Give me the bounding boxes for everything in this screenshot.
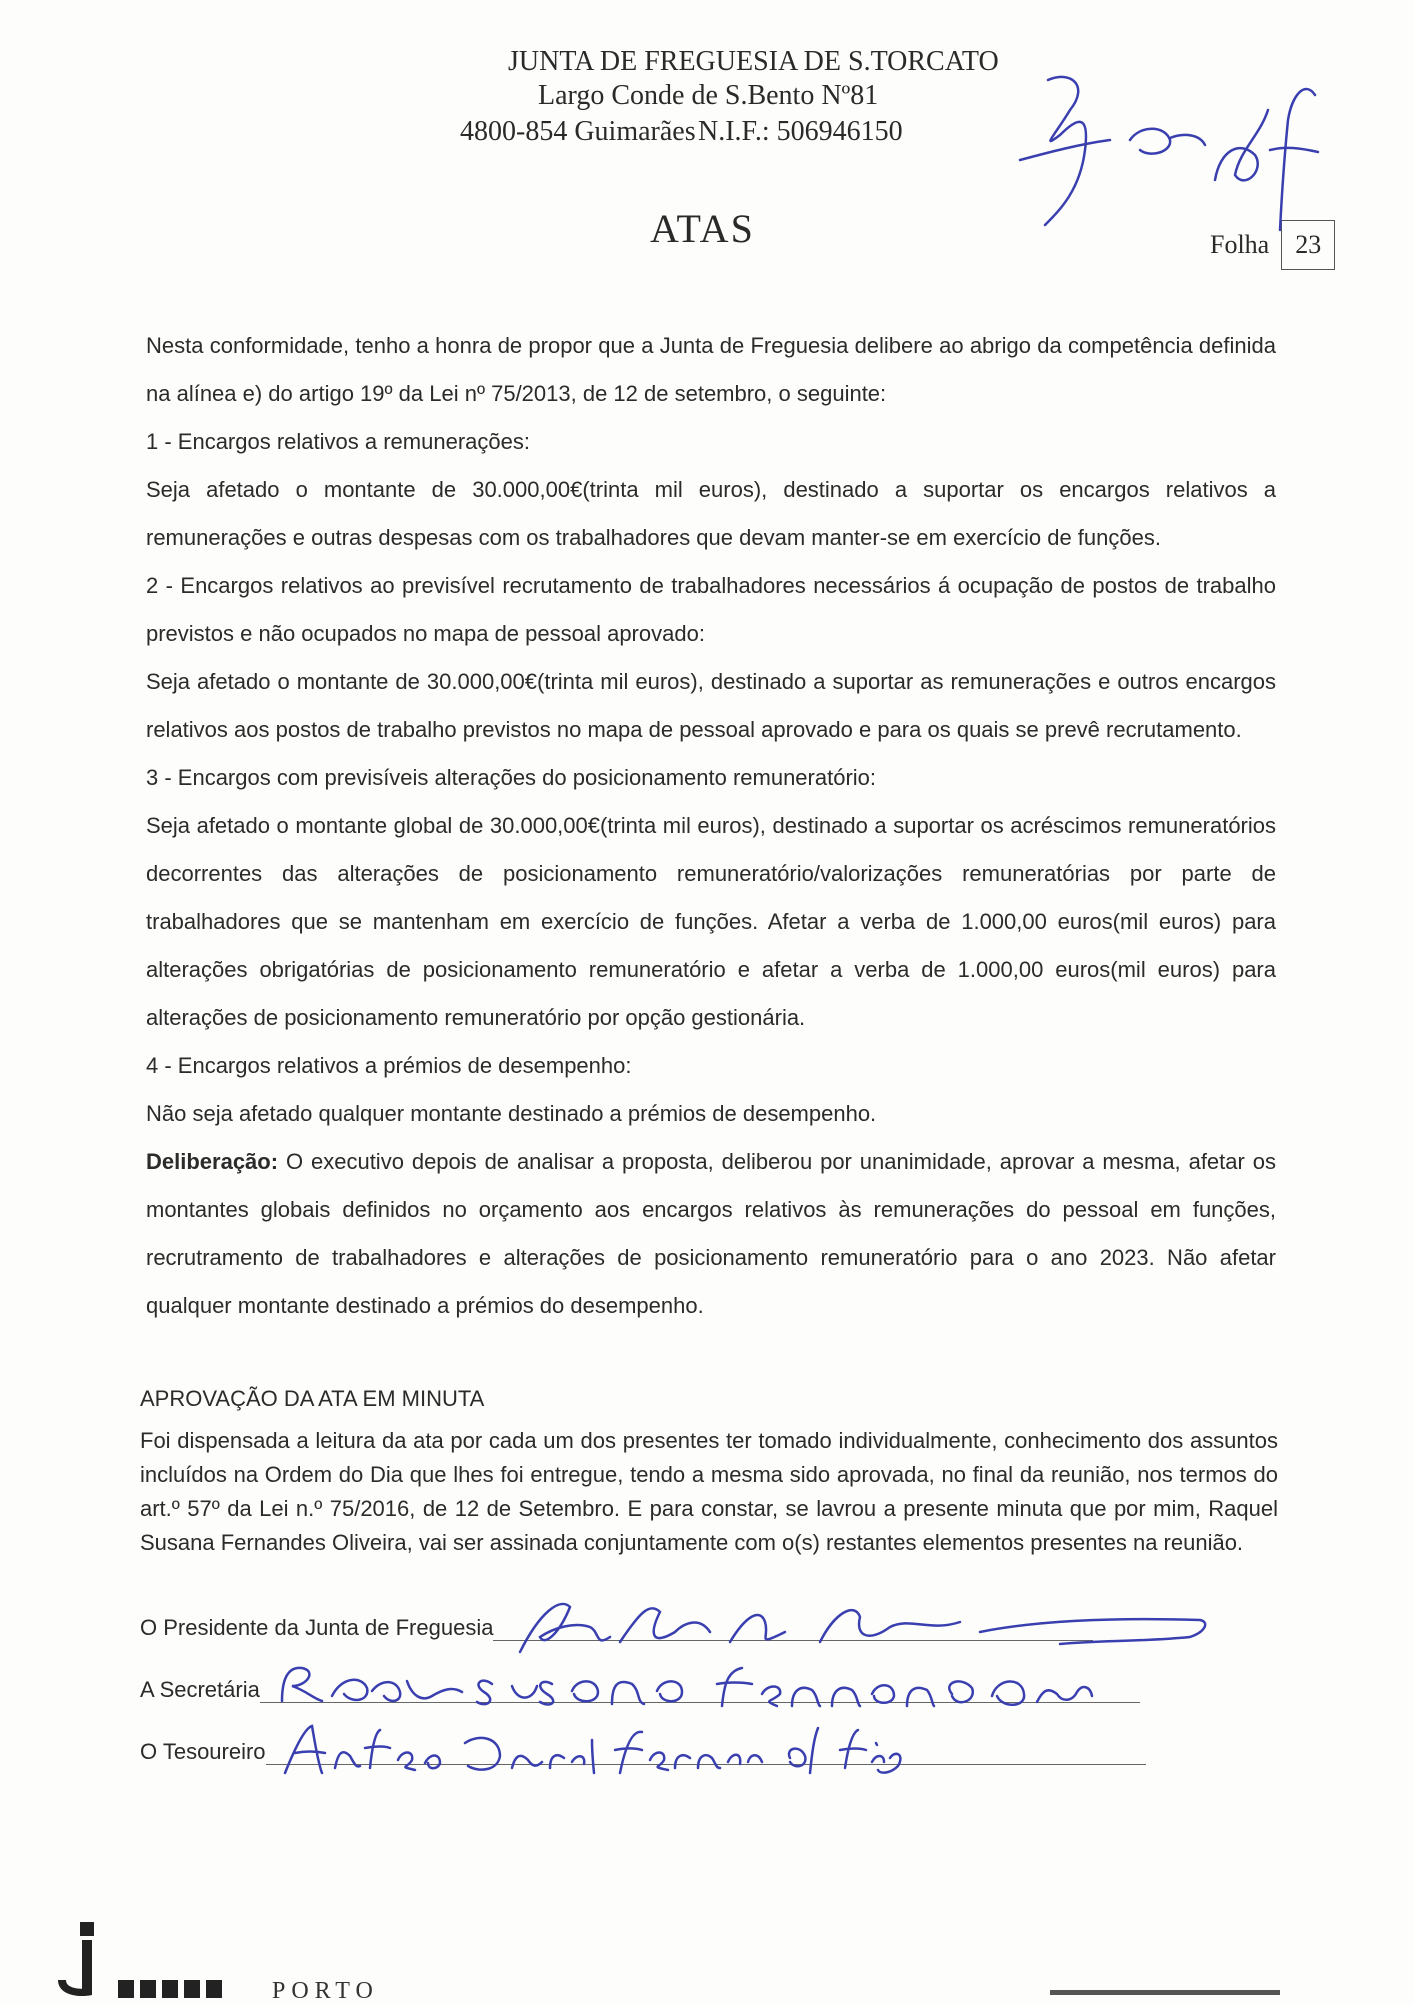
- minutes-body: [146, 322, 1276, 1330]
- item3-title: 3 - Encargos com previsíveis alterações do posicionamento remuneratório:: [146, 765, 877, 790]
- page-title: ATAS: [650, 206, 755, 251]
- deliberation-text: O executivo depois de analisar a proposta, deliberou por unanimidade, aprovar a mesma, afetar os montantes globais definidos no orçamento aos encargos relativos às remunerações do pessoal em funções, recrutramento de trabalhadores e alterações de posicionamento remuneratório para o ano 2023. Não afetar qualquer montante destinado a prémios do desempenho.: [146, 1149, 1276, 1318]
- item3-text: Seja afetado o montante global de 30.000,00€(trinta mil euros), destinado a suportar os acréscimos remuneratórios decorrentes das alterações de posicionamento remuneratório/valorizações remuneratórias por parte de trabalhadores que se mantenham em exercício de funções. Afetar a verba de 1.000,00 euros(mil euros) para alterações obrigatórias de posicionamento remuneratório e afetar a verba de 1.000,00 euros(mil euros) para alterações de posicionamento remuneratório por opção gestionária.: [146, 813, 1276, 1030]
- deliberation-paragraph: [146, 1138, 1276, 1330]
- org-address: Largo Conde de S.Bento Nº81: [538, 80, 879, 111]
- approval-title: APROVAÇÃO DA ATA EM MINUTA: [140, 1386, 485, 1411]
- org-city: 4800-854 Guimarães: [460, 116, 696, 147]
- approval-text: Foi dispensada a leitura da ata por cada um dos presentes ter tomado individualmente, conhecimento dos assuntos incluídos na Ordem do Dia que lhes foi entregue, tendo a mesma sido aprovada, no final da reunião, nos termos do art.º 57º da Lei n.º 75/2016, de 12 de Setembro. E para constar, se lavrou a presente minuta que por mim, Raquel Susana Fernandes Oliveira, vai ser assinada conjuntamente com o(s) restantes elementos presentes na reunião.: [140, 1428, 1278, 1555]
- item2-text: Seja afetado o montante de 30.000,00€(trinta mil euros), destinado a suportar as remunerações e outros encargos relativos aos postos de trabalho previstos no mapa de pessoal aprovado e para os quais se prevê recrutamento.: [146, 669, 1276, 742]
- item4-title: 4 - Encargos relativos a prémios de desempenho:: [146, 1053, 632, 1078]
- treasurer-label: O Tesoureiro: [140, 1739, 266, 1764]
- approval-section: [140, 1382, 1278, 1560]
- rubric-signatures: [1000, 40, 1340, 240]
- sheet-label: Folha: [1210, 230, 1270, 259]
- footer-logo: [48, 1920, 268, 2000]
- sheet-number-box: 23: [1281, 220, 1335, 270]
- deliberation-label: Deliberação:: [146, 1149, 279, 1174]
- item1-title: 1 - Encargos relativos a remunerações:: [146, 429, 530, 454]
- intro-paragraph: Nesta conformidade, tenho a honra de propor que a Junta de Freguesia delibere ao abrigo da competência definida na alínea e) do artigo 19º da Lei nº 75/2013, de 12 de setembro, o seguinte:: [146, 333, 1276, 406]
- footer-city: PORTO: [272, 1978, 379, 2004]
- president-label: O Presidente da Junta de Freguesia: [140, 1615, 494, 1640]
- item4-text: Não seja afetado qualquer montante destinado a prémios de desempenho.: [146, 1101, 877, 1126]
- secretary-handwritten-signature: [272, 1656, 1102, 1712]
- item2-title: 2 - Encargos relativos ao previsível recrutamento de trabalhadores necessários á ocupação de postos de trabalho previstos e não ocupados no mapa de pessoal aprovado:: [146, 573, 1276, 646]
- treasurer-handwritten-signature: [280, 1718, 910, 1778]
- footer-rule: [1050, 1990, 1280, 1995]
- item1-text: Seja afetado o montante de 30.000,00€(trinta mil euros), destinado a suportar os encargos relativos a remunerações e outras despesas com os trabalhadores que devam manter-se em exercício de funções.: [146, 477, 1276, 550]
- org-name: JUNTA DE FREGUESIA DE S.TORCATO: [508, 46, 999, 77]
- secretary-label: A Secretária: [140, 1677, 260, 1702]
- president-handwritten-signature: [500, 1592, 1240, 1662]
- org-nif: N.I.F.: 506946150: [698, 116, 903, 147]
